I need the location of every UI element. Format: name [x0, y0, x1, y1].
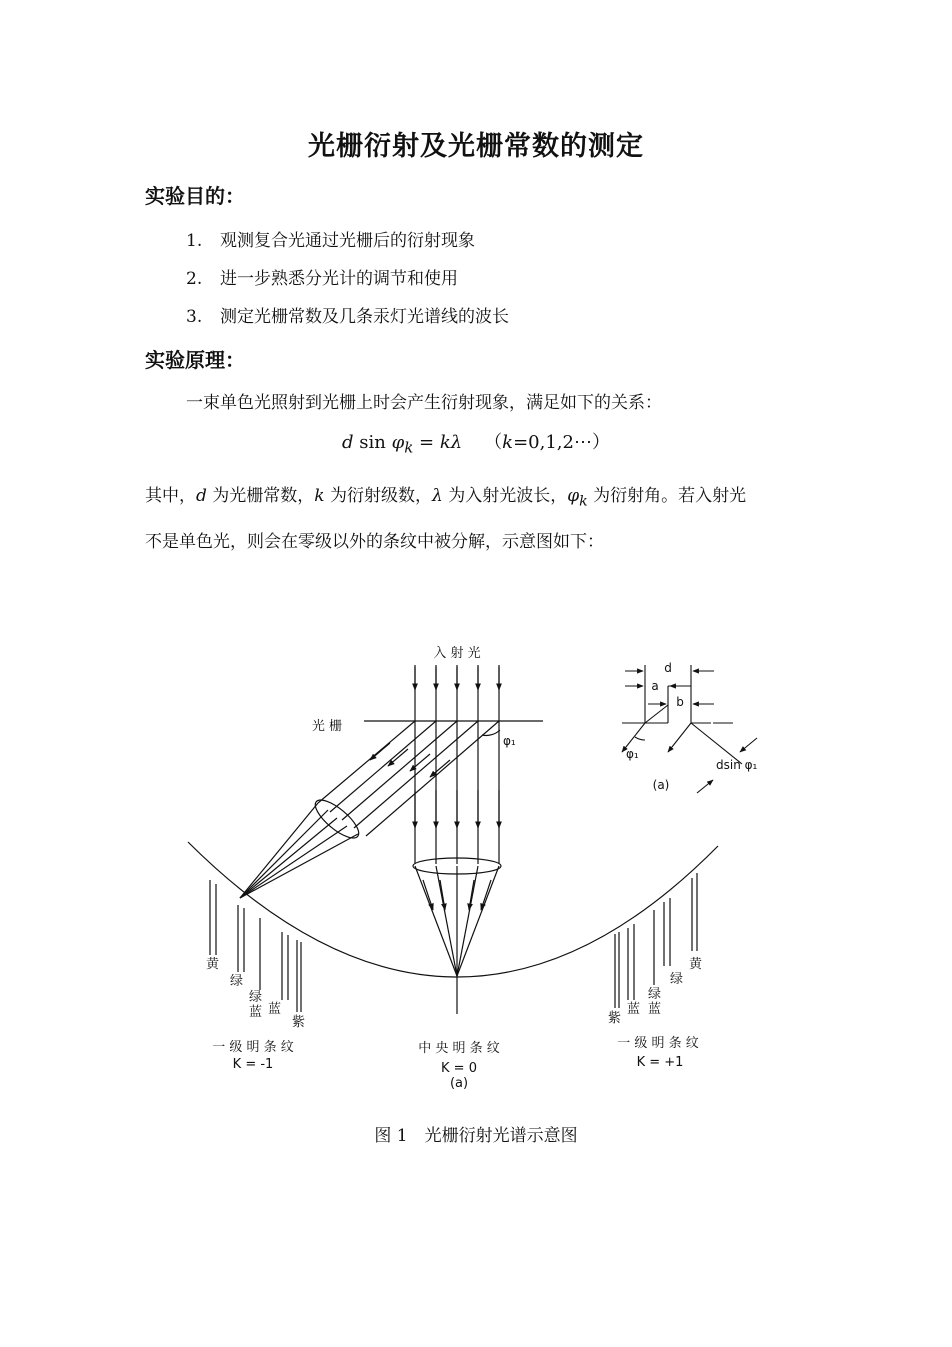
item-text: 观测复合光通过光栅后的衍射现象 [220, 231, 475, 251]
principle-heading: 实验原理： [145, 348, 245, 372]
formula-sin: sin [353, 432, 392, 453]
item-number: 3. [186, 307, 203, 327]
var-phi: φ [567, 486, 580, 506]
var-k: k [314, 486, 325, 506]
purpose-item [186, 302, 509, 327]
formula-rhs: kλ [439, 432, 463, 453]
var-phi-sub: k [579, 493, 588, 510]
inset-b-label: b [676, 695, 684, 709]
explanation-line-1 [145, 481, 746, 509]
phi1-label: φ₁ [503, 734, 516, 748]
color-label: 紫 [292, 1015, 306, 1030]
first-order-focus-rays [240, 803, 358, 898]
purpose-item [186, 264, 458, 289]
central-focus-rays [415, 866, 499, 1014]
color-label: 绿 [249, 990, 263, 1005]
item-number: 2. [186, 269, 203, 289]
grating-diffraction-figure [0, 600, 952, 1091]
first-order-lens [310, 794, 364, 844]
color-label: 蓝 [627, 1002, 641, 1017]
color-label: 蓝 [648, 1002, 662, 1017]
color-label: 绿 [230, 974, 244, 989]
text-run: 为入射光波长， [442, 486, 568, 506]
color-label: 蓝 [268, 1002, 282, 1017]
formula-phi-sub: k [404, 438, 414, 457]
document-title: 光栅衍射及光栅常数的测定 [308, 131, 644, 162]
inset-a-label: a [651, 679, 659, 693]
center-tag: (a) [449, 1076, 469, 1091]
formula-cond-open: （ [484, 432, 503, 453]
text-run: 为衍射级数， [324, 486, 433, 506]
diagram-svg [0, 600, 952, 1091]
incident-rays [415, 665, 499, 721]
grating-detail-inset [622, 665, 757, 793]
item-number: 1. [186, 231, 203, 251]
left-order-k: K = -1 [232, 1057, 274, 1072]
var-d: d [196, 486, 207, 506]
right-color-labels [608, 957, 703, 1026]
inset-dsin-label: dsin φ₁ [716, 758, 758, 772]
text-run: 为衍射角。若入射光 [587, 486, 747, 506]
figure-caption: 图 1 光栅衍射光谱示意图 [374, 1126, 578, 1146]
var-lambda: λ [432, 486, 443, 506]
text-run: 为光栅常数， [206, 486, 315, 506]
color-label: 黄 [689, 957, 703, 972]
incident-light-label: 入 射 光 [433, 646, 481, 661]
color-label: 蓝 [249, 1005, 263, 1020]
first-order-rays [318, 721, 499, 836]
formula-eq: = [413, 432, 440, 453]
formula-d: d [342, 432, 354, 453]
grating-label: 光 栅 [311, 719, 343, 734]
center-order-k: K = 0 [441, 1061, 477, 1076]
color-label: 绿 [670, 972, 684, 987]
formula-cond-rest: =0,1,2⋯） [513, 432, 610, 453]
color-label: 紫 [608, 1011, 622, 1026]
right-order-label: 一 级 明 条 纹 [617, 1036, 699, 1051]
zero-order-rays [415, 721, 499, 864]
color-label: 黄 [206, 957, 220, 972]
inset-tag: (a) [652, 778, 670, 792]
left-order-label: 一 级 明 条 纹 [212, 1040, 294, 1055]
grating-equation [0, 428, 952, 457]
formula-cond-k: k [502, 432, 514, 453]
inset-d-label: d [664, 661, 672, 675]
purpose-item [186, 226, 475, 251]
color-label: 绿 [648, 987, 662, 1002]
item-text: 进一步熟悉分光计的调节和使用 [220, 269, 458, 289]
explanation-line-2: 不是单色光，则会在零级以外的条纹中被分解，示意图如下： [145, 532, 604, 552]
formula-phi: φ [391, 432, 405, 453]
right-order-k: K = +1 [636, 1055, 684, 1070]
intro-paragraph: 一束单色光照射到光栅上时会产生衍射现象，满足如下的关系： [186, 393, 662, 413]
item-text: 测定光栅常数及几条汞灯光谱线的波长 [220, 307, 509, 327]
inset-phi1-label: φ₁ [626, 747, 639, 761]
purpose-heading: 实验目的： [145, 184, 245, 208]
center-order-label: 中 央 明 条 纹 [418, 1041, 500, 1056]
left-color-labels [206, 957, 305, 1030]
text-run: 其中， [145, 486, 196, 506]
